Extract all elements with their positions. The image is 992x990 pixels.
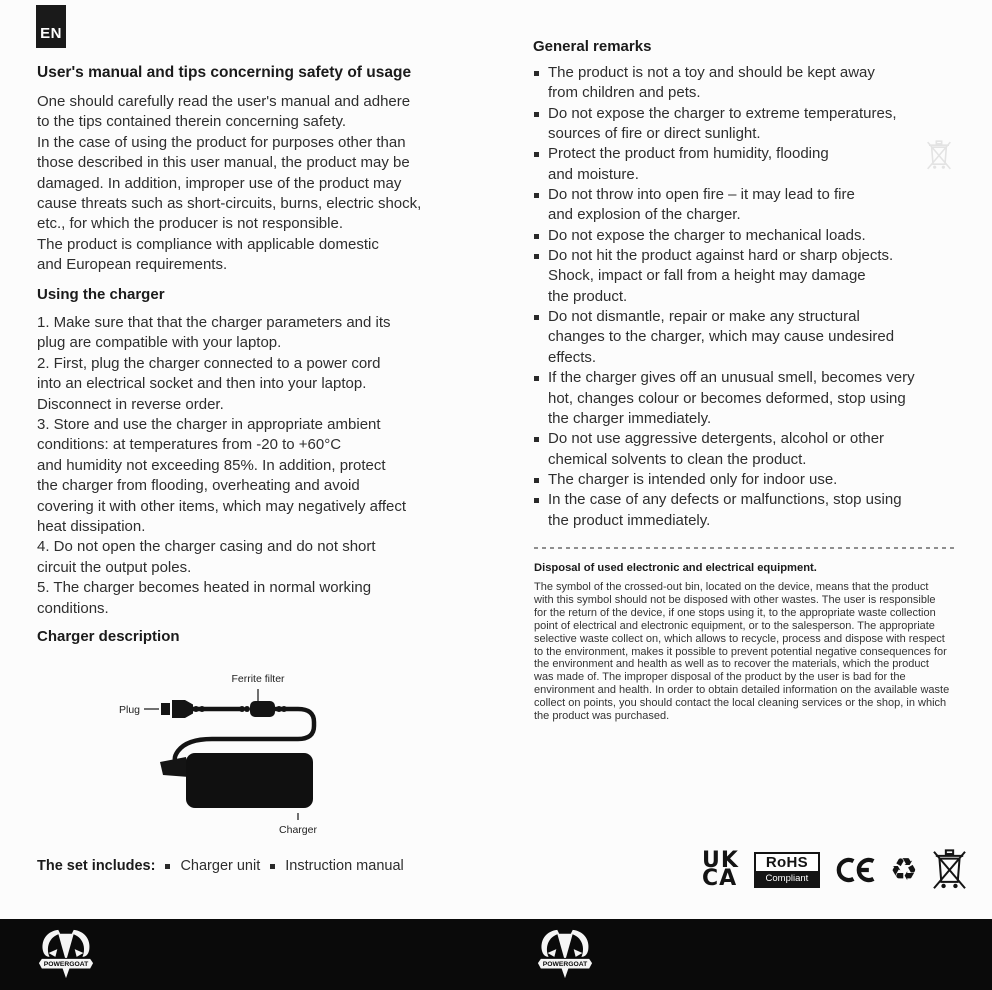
recycling-symbol-icon: ♻ xyxy=(889,851,918,888)
text-line: and moisture. xyxy=(548,165,639,183)
rohs-compliant-label: Compliant xyxy=(756,871,818,886)
using-charger-heading: Using the charger xyxy=(37,286,165,303)
text-line: plug are compatible with your laptop. xyxy=(37,334,282,352)
text-line: 3. Store and use the charger in appropriate ambient xyxy=(37,416,381,434)
footer-bar xyxy=(0,919,992,990)
text-line: The charger is intended only for indoor use. xyxy=(548,470,838,488)
text-line: 5. The charger becomes heated in normal working xyxy=(37,579,372,597)
text-line: Protect the product from humidity, flooding xyxy=(548,145,829,163)
list-item xyxy=(533,226,978,246)
text-line: the charger immediately. xyxy=(548,409,712,427)
compliance-marks xyxy=(702,847,966,893)
text-line: and humidity not exceeding 85%. In addition, protect xyxy=(37,456,386,474)
text-line: to the tips contained therein concerning safety. xyxy=(37,113,347,131)
brand-name: POWERGOAT xyxy=(542,961,589,969)
text-line: The product is not a toy and should be kept away xyxy=(548,64,875,81)
dashed-divider xyxy=(534,547,958,549)
ukca-line2: CA xyxy=(702,866,738,891)
text-line: into an electrical socket and then into your laptop. xyxy=(37,375,367,393)
text-line: hot, changes colour or becomes deformed, stop using xyxy=(548,389,906,407)
set-includes-label: The set includes: xyxy=(37,858,156,874)
goat-face xyxy=(58,934,73,958)
text-line: Disconnect in reverse order. xyxy=(37,395,224,413)
list-item xyxy=(533,470,978,490)
language-badge xyxy=(36,5,66,48)
list-item xyxy=(533,307,978,368)
square-bullet-icon xyxy=(270,864,275,869)
weee-crossed-bin-icon xyxy=(933,849,966,891)
set-item: Instruction manual xyxy=(285,858,404,874)
text-line: heat dissipation. xyxy=(37,518,146,536)
text-line: covering it with other items, which may negatively affect xyxy=(37,497,407,515)
ferrite-filter xyxy=(250,701,275,717)
text-line: The product is compliance with applicable domestic xyxy=(37,235,379,253)
text-line: from children and pets. xyxy=(548,84,701,102)
powergoat-logo xyxy=(536,926,594,982)
disposal-paragraph: The symbol of the crossed-out bin, located on the device, means that the product with this symbol should not be disposed with other wastes. The user is responsible for the return of the device, if one stops using it, to the appropriate waste collection point of electrical and electronic equipment, or to the salesperson. The appropriate selective waste collect on, which allows to recycle, process and dispose with respect to the environment, makes it possible to prevent potential negative consequences for the environment and health as well as to recover the materials, which the product was made of. The improper disposal of the product by the user is bad for the environment and health. In order to obtain detailed information on the available waste collect on points, you should contact the local cleaning services or the shop, in which the product was purchased. xyxy=(534,581,950,723)
text-line: and European requirements. xyxy=(37,256,228,274)
plug-prong xyxy=(161,703,170,715)
brand-name: POWERGOAT xyxy=(43,961,90,969)
text-line: In the case of using the product for purposes other than xyxy=(37,133,406,151)
text-line: circuit the output poles. xyxy=(37,558,192,576)
goat-beard xyxy=(63,969,70,979)
text-line: the product immediately. xyxy=(548,511,711,529)
faint-crossed-bin-icon xyxy=(927,140,951,171)
text-line: and explosion of the charger. xyxy=(548,206,741,224)
rohs-label: RoHS xyxy=(765,854,808,872)
text-line: Shock, impact or fall from a height may damage xyxy=(548,267,866,285)
text-line: 2. First, plug the charger connected to a power cord xyxy=(37,354,381,372)
text-line: those described in this user manual, the product may be xyxy=(37,154,410,172)
text-line: etc., for which the producer is not responsible. xyxy=(37,215,343,233)
text-line: the charger from flooding, overheating and avoid xyxy=(37,477,360,495)
list-item xyxy=(533,368,978,429)
text-line: Do not use aggressive detergents, alcohol or other xyxy=(548,430,885,448)
set-item: Charger unit xyxy=(180,858,261,874)
text-line: If the charger gives off an unusual smell, becomes very xyxy=(548,369,915,387)
plug-label: Plug xyxy=(118,704,140,716)
text-line: Do not dismantle, repair or make any structural xyxy=(548,308,860,326)
general-remarks-list xyxy=(533,63,978,531)
text-line: sources of fire or direct sunlight. xyxy=(548,125,761,143)
charger-label: Charger xyxy=(279,824,317,836)
text-line: In the case of any defects or malfunctions, stop using xyxy=(548,491,902,509)
text-line: Do not throw into open fire – it may lead to fire xyxy=(548,186,855,204)
list-item xyxy=(533,429,978,470)
text-line: Do not hit the product against hard or sharp objects. xyxy=(548,247,894,265)
list-item xyxy=(533,104,978,145)
text-line: damaged. In addition, improper use of the product may xyxy=(37,174,402,192)
plug-body xyxy=(172,700,193,718)
using-charger-steps xyxy=(37,313,406,619)
goat-ear-right xyxy=(75,949,84,957)
powergoat-logo xyxy=(37,926,95,982)
set-includes-line xyxy=(37,858,404,874)
text-line: the product. xyxy=(548,287,628,305)
ce-mark-icon xyxy=(835,857,875,883)
text-line: Do not expose the charger to extreme temperatures, xyxy=(548,104,897,122)
text-line: conditions: at temperatures from -20 to +60°C xyxy=(37,436,342,454)
square-bullet-icon xyxy=(165,864,170,869)
text-line: changes to the charger, which may cause undesired xyxy=(548,328,895,346)
dc-connector xyxy=(160,757,189,777)
text-line: Do not expose the charger to mechanical loads. xyxy=(548,226,866,244)
disposal-heading: Disposal of used electronic and electrical equipment. xyxy=(534,562,817,574)
ukca-line1: UK xyxy=(702,848,739,873)
general-remarks-heading: General remarks xyxy=(533,38,652,55)
rohs-mark xyxy=(754,852,820,888)
text-line: chemical solvents to clean the product. xyxy=(548,450,807,468)
text-line: effects. xyxy=(548,348,597,366)
ferrite-filter-label: Ferrite filter xyxy=(231,673,285,685)
text-line: One should carefully read the user's manual and adhere xyxy=(37,93,411,110)
intro-paragraph xyxy=(37,92,421,276)
charger-diagram xyxy=(60,665,460,845)
charger-body xyxy=(186,753,313,808)
text-line: 4. Do not open the charger casing and do not short xyxy=(37,538,376,556)
language-badge-label: EN xyxy=(40,25,62,42)
list-item xyxy=(533,63,978,104)
text-line: cause threats such as short-circuits, burns, electric shock, xyxy=(37,195,422,213)
list-item xyxy=(533,185,978,226)
list-item xyxy=(533,490,978,531)
ukca-mark xyxy=(702,848,739,891)
left-column-title: User's manual and tips concerning safety of usage xyxy=(37,64,412,81)
text-line: conditions. xyxy=(37,599,109,617)
text-line: 1. Make sure that that the charger parameters and its xyxy=(37,314,391,331)
list-item xyxy=(533,246,978,307)
charger-description-heading: Charger description xyxy=(37,628,180,645)
goat-ear-left xyxy=(49,949,58,957)
list-item xyxy=(533,144,978,185)
